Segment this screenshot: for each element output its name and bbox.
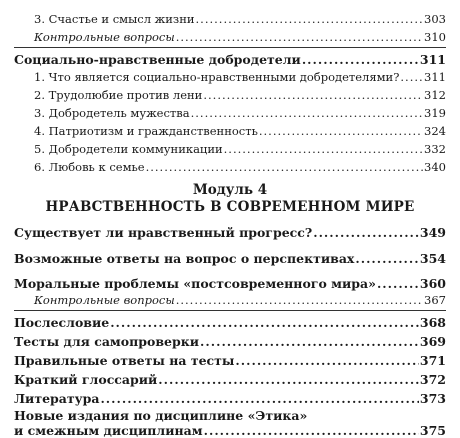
leader-dots	[259, 124, 423, 138]
toc-heading-page: 375	[419, 423, 446, 438]
toc-entry	[34, 160, 446, 174]
toc-heading-page: 369	[419, 334, 446, 349]
toc-heading	[14, 251, 446, 266]
toc-heading-page: 373	[419, 391, 446, 406]
toc-entry	[34, 124, 446, 138]
toc-heading-label: Правильные ответы на тесты	[14, 353, 235, 368]
toc-heading	[14, 423, 446, 438]
divider	[14, 310, 446, 311]
toc-entry-page: 324	[424, 124, 446, 138]
toc-entry-page: 367	[424, 293, 446, 307]
leader-dots	[200, 334, 419, 349]
toc-entry	[34, 12, 446, 26]
toc-entry-label: 5. Добродетели коммуникации	[34, 142, 223, 156]
leader-dots	[158, 372, 419, 387]
leader-dots	[224, 142, 423, 156]
leader-dots	[313, 225, 419, 240]
toc-heading-page: 354	[419, 251, 446, 266]
leader-dots	[100, 391, 418, 406]
toc-heading	[14, 334, 446, 349]
toc-entry-label: 3. Добродетель мужества	[34, 106, 190, 120]
toc-entry	[34, 293, 446, 307]
leader-dots	[146, 160, 423, 174]
leader-dots	[204, 423, 419, 438]
toc-entry-label: 3. Счастье и смысл жизни	[34, 12, 195, 26]
module-title: НРАВСТВЕННОСТЬ В СОВРЕМЕННОМ МИРЕ	[45, 199, 415, 215]
toc-entry-label: Контрольные вопросы	[34, 293, 175, 307]
leader-dots	[176, 30, 423, 44]
toc-heading	[14, 276, 446, 291]
toc-entry	[34, 106, 446, 120]
toc-heading-page: 349	[419, 225, 446, 240]
toc-entry	[34, 70, 446, 84]
toc-entry-page: 319	[424, 106, 446, 120]
toc-entry	[34, 30, 446, 44]
toc-heading-page: 360	[419, 276, 446, 291]
toc-heading	[14, 315, 446, 330]
toc-heading-label: Моральные проблемы «постсовременного мира»	[14, 276, 376, 291]
leader-dots	[110, 315, 419, 330]
toc-entry	[34, 142, 446, 156]
toc-heading-page: 311	[419, 52, 446, 67]
toc-heading-line1: Новые издания по дисциплине «Этика»	[14, 408, 308, 423]
toc-heading-label: Тесты для самопроверки	[14, 334, 200, 349]
leader-dots	[235, 353, 418, 368]
toc-heading-label: Возможные ответы на вопрос о перспективах	[14, 251, 355, 266]
leader-dots	[355, 251, 419, 266]
toc-heading-label: Существует ли нравственный прогресс?	[14, 225, 313, 240]
toc-entry-label: 1. Что является социально-нравственными добродетелями?	[34, 70, 400, 84]
leader-dots	[377, 276, 419, 291]
toc-heading-label: Послесловие	[14, 315, 110, 330]
toc-heading-label: Литература	[14, 391, 100, 406]
toc-entry-label: 6. Любовь к семье	[34, 160, 145, 174]
toc-heading-page: 371	[419, 353, 446, 368]
toc-heading-label: Краткий глоссарий	[14, 372, 158, 387]
toc-heading	[14, 353, 446, 368]
leader-dots	[400, 70, 423, 84]
toc-heading-page: 368	[419, 315, 446, 330]
leader-dots	[302, 52, 419, 67]
toc-heading	[14, 372, 446, 387]
leader-dots	[203, 88, 423, 102]
toc-heading	[14, 391, 446, 406]
toc-heading-page: 372	[419, 372, 446, 387]
toc-heading	[14, 52, 446, 67]
toc-entry-page: 312	[424, 88, 446, 102]
toc-heading-label: и смежным дисциплинам	[14, 423, 203, 438]
toc-entry-label: Контрольные вопросы	[34, 30, 175, 44]
toc-heading	[14, 225, 446, 240]
toc-entry-label: 2. Трудолюбие против лени	[34, 88, 203, 102]
toc-entry-page: 332	[424, 142, 446, 156]
toc-entry	[34, 88, 446, 102]
toc-entry-page: 310	[424, 30, 446, 44]
toc-entry-page: 311	[424, 70, 446, 84]
leader-dots	[196, 12, 424, 26]
toc-entry-page: 340	[424, 160, 446, 174]
toc-entry-label: 4. Патриотизм и гражданственность	[34, 124, 258, 138]
divider	[14, 47, 446, 48]
toc-heading-label: Социально-нравственные добродетели	[14, 52, 301, 67]
module-number: Модуль 4	[192, 182, 268, 198]
leader-dots	[176, 293, 423, 307]
toc-entry-page: 303	[424, 12, 446, 26]
leader-dots	[191, 106, 423, 120]
